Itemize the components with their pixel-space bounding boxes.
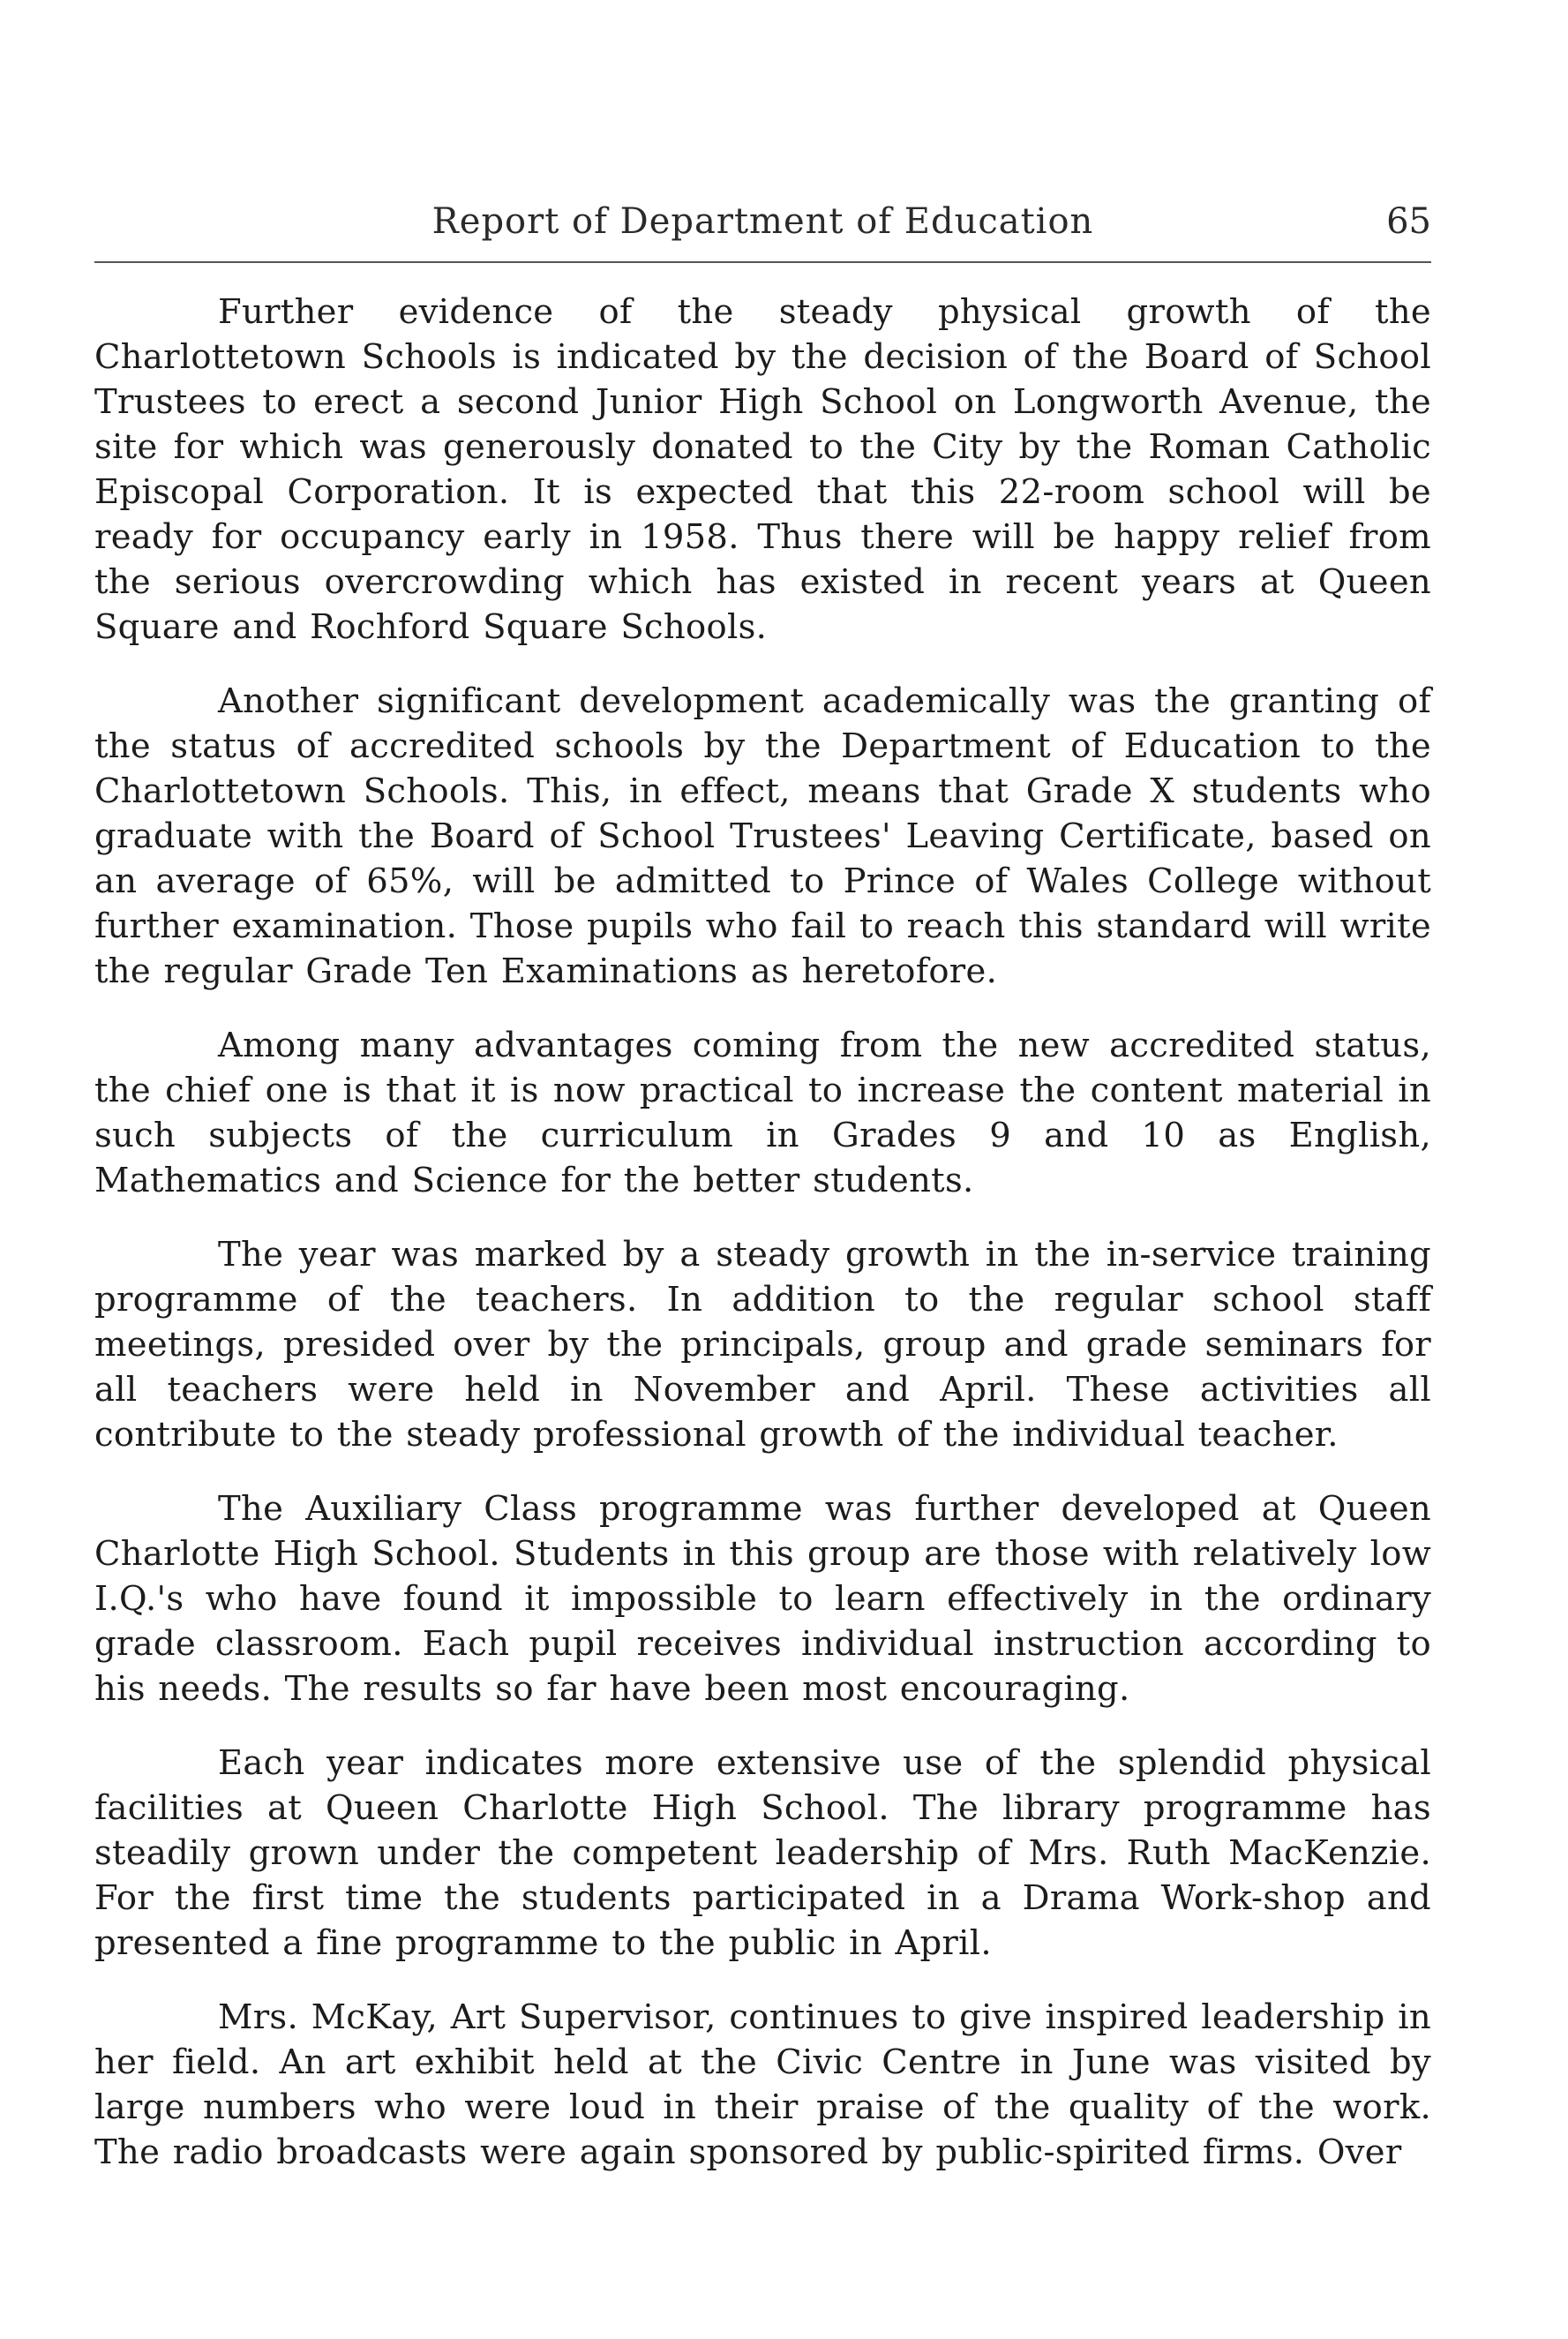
header-rule [94, 261, 1431, 263]
document-page [94, 194, 1431, 2204]
paragraph-advantages: Among many advantages coming from the new accredited status, the chief one is that it is now practical to increase the content material in such subjects of the curriculum in Grades 9 and 10 as English, Mathematics and Science for the better students. [94, 1026, 1431, 1200]
body-text [94, 290, 1431, 2175]
running-header-title: Report of Department of Education [431, 201, 1094, 242]
paragraph-accredited-status: Another significant development academically was the granting of the status of accredited schools by the Department of Education to the Charlottetown Schools. This, in effect, means that Grade X students who graduate with the Board of School Trustees' Leaving Certificate, based on an average of 65%, will be admitted to Prince of Wales College without further examination. Those pupils who fail to reach this standard will write the regular Grade Ten Examinations as heretofore. [94, 681, 1431, 991]
page-number: 65 [1386, 201, 1431, 242]
paragraph-growth-of-schools: Further evidence of the steady physical growth of the Charlottetown Schools is indicated by the decision of the Board of School Trustees to erect a second Junior High School on Longworth Avenue, the site for which was generously donated to the City by the Roman Catholic Episcopal Corporation. It is expected that this 22-room school will be ready for occupancy early in 1958. Thus there will be happy relief from the serious overcrowding which has existed in recent years at Queen Square and Rochford Square Schools. [94, 292, 1431, 647]
paragraph-library-drama: Each year indicates more extensive use of the splendid physical facilities at Queen Charlotte High School. The library programme has steadily grown under the competent leadership of Mrs. Ruth MacKenzie. For the first time the students participated in a Drama Work-shop and presented a fine programme to the public in April. [94, 1743, 1431, 1963]
paragraph-in-service-training: The year was marked by a steady growth in the in-service training programme of the teachers. In addition to the regular school staff meetings, presided over by the principals, group and grade seminars for all teachers were held in November and April. These activities all contribute to the steady professional growth of the individual teacher. [94, 1235, 1431, 1455]
paragraph-auxiliary-class: The Auxiliary Class programme was further developed at Queen Charlotte High School. Students in this group are those with relatively low I.Q.'s who have found it impossible to learn effectively in the ordinary grade classroom. Each pupil receives individual instruction according to his needs. The results so far have been most encouraging. [94, 1489, 1431, 1709]
running-header [94, 194, 1431, 249]
paragraph-art-supervisor: Mrs. McKay, Art Supervisor, continues to give inspired leadership in her field. An art exhibit held at the Civic Centre in June was visited by large numbers who were loud in their praise of the quality of the work. The radio broadcasts were again sponsored by public-spirited firms. Over [94, 1997, 1431, 2172]
